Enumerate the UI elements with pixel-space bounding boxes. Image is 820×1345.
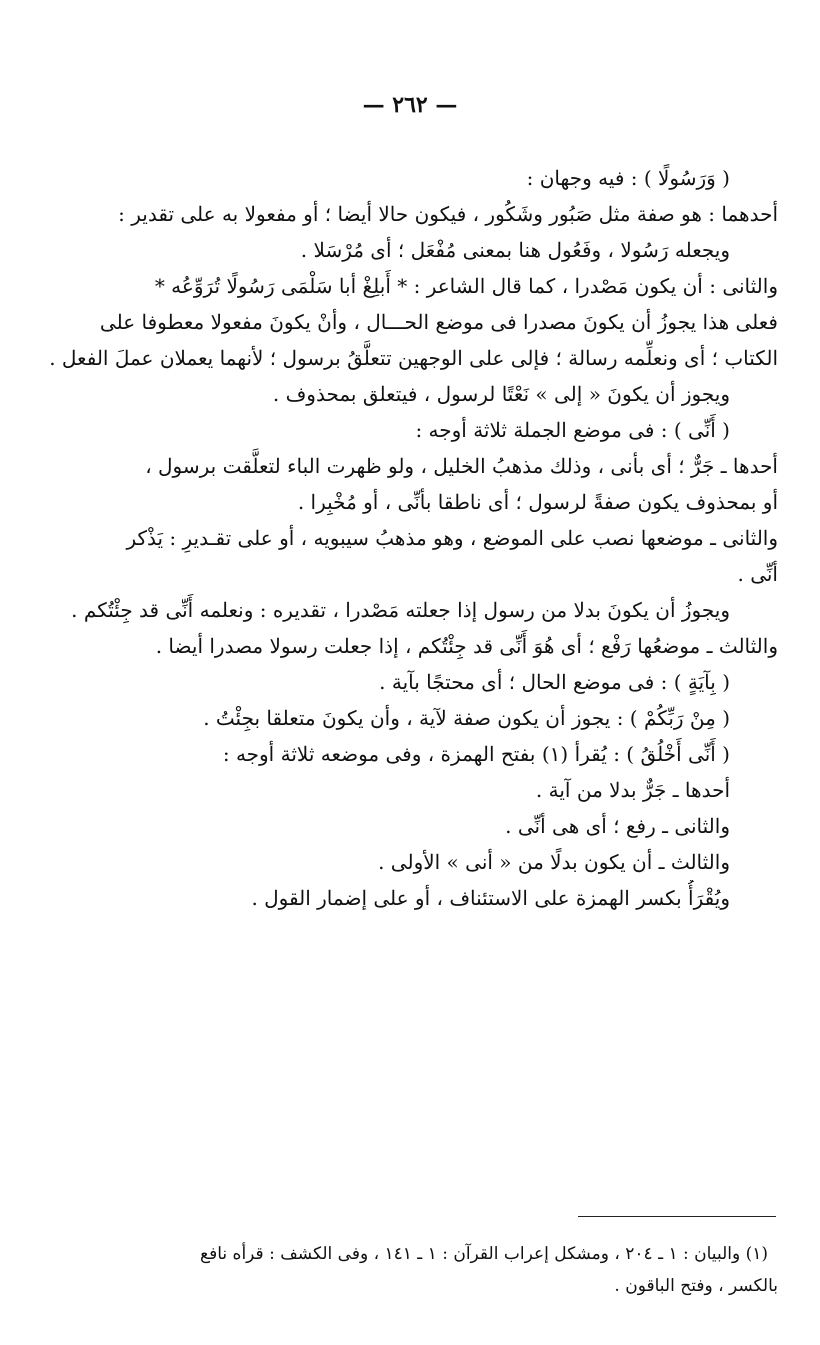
text-line-2: أحدهما : هو صفة مثل صَبُور وشَكُور ، فيكون حالا أيضا ؛ أو مفعولا به على تقدير :	[118, 202, 778, 226]
footnote-divider	[578, 1216, 776, 1217]
footnote-line-1: (١) والبيان : ١ ـ ٢٠٤ ، ومشكل إعراب القرآن : ١ ـ ١٤١ ، وفى الكشف : قرأه نافع	[200, 1243, 768, 1264]
text-line-6: الكتاب ؛ أى ونعلِّمه رسالة ؛ فإلى على الوجهين تتعلَّقُ برسول ؛ لأنهما يعملان عملَ الفعل .	[49, 346, 778, 370]
text-line-9: أحدها ـ جَرٌّ ؛ أى بأنى ، وذلك مذهبُ الخليل ، ولو ظهرت الباء لتعلَّقت برسول ،	[145, 454, 778, 478]
text-line-15: ( بِآيَةٍ ) : فى موضع الحال ؛ أى محتجًا بآية .	[379, 670, 730, 694]
text-line-11: والثانى ـ موضعها نصب على الموضع ، وهو مذهبُ سيبويه ، أو على تقـديرِ : يَذْكر	[126, 526, 778, 550]
text-line-7: ويجوز أن يكونَ « إلى » نَعْتًا لرسول ، فيتعلق بمحذوف .	[272, 382, 730, 406]
text-line-13: ويجوزُ أن يكونَ بدلا من رسول إذا جعلته مَصْدرا ، تقديره : ونعلمه أَنِّى قد جِئْتُكم .	[71, 598, 730, 622]
text-line-10: أو بمحذوف يكون صفةً لرسول ؛ أى ناطقا بأنِّى ، أو مُخْبِرا .	[297, 490, 778, 514]
text-line-17: ( أَنِّى أَخْلُقُ ) : يُقرأ (١) بفتح الهمزة ، وفى موضعه ثلاثة أوجه :	[222, 742, 730, 766]
text-line-3: ويجعله رَسُولا ، وفَعُول هنا بمعنى مُفْعَل ؛ أى مُرْسَلا .	[300, 238, 730, 262]
text-line-8: ( أَنِّى ) : فى موضع الجملة ثلاثة أوجه :	[415, 418, 730, 442]
footnote-line-2: بالكسر ، وفتح الباقون .	[614, 1275, 778, 1296]
text-line-12: أنِّى .	[737, 562, 778, 586]
text-line-14: والثالث ـ موضعُها رَفْع ؛ أى هُوَ أَنِّى قد جِئْتُكم ، إذا جعلت رسولا مصدرا أيضا .	[155, 634, 778, 658]
text-line-19: والثانى ـ رفع ؛ أى هى أنِّى .	[505, 814, 730, 838]
text-line-18: أحدها ـ جَرٌّ بدلا من آية .	[535, 778, 730, 802]
main-text	[42, 160, 778, 916]
text-line-5: فعلى هذا يجوزُ أن يكونَ مصدرا فى موضع الحـــال ، وأنْ يكونَ مفعولا معطوفا على	[99, 310, 778, 334]
page-number: — ٢٦٢ —	[362, 92, 458, 118]
text-line-4: والثانى : أن يكون مَصْدرا ، كما قال الشاعر : * أَبلِغْ أبا سَلْمَى رَسُولًا تُرَوِّعُه *	[154, 274, 778, 298]
text-line-21: ويُقْرَأُ بكسر الهمزة على الاستئناف ، أو على إضمار القول .	[251, 886, 730, 910]
footnote	[42, 1238, 778, 1302]
text-line-1: ( وَرَسُولًا ) : فيه وجهان :	[526, 166, 730, 190]
text-line-16: ( مِنْ رَبِّكُمْ ) : يجوز أن يكون صفة لآية ، وأن يكونَ متعلقا بجِئْتُ .	[203, 706, 730, 730]
text-line-20: والثالث ـ أن يكون بدلًا من « أنى » الأولى .	[378, 850, 730, 874]
